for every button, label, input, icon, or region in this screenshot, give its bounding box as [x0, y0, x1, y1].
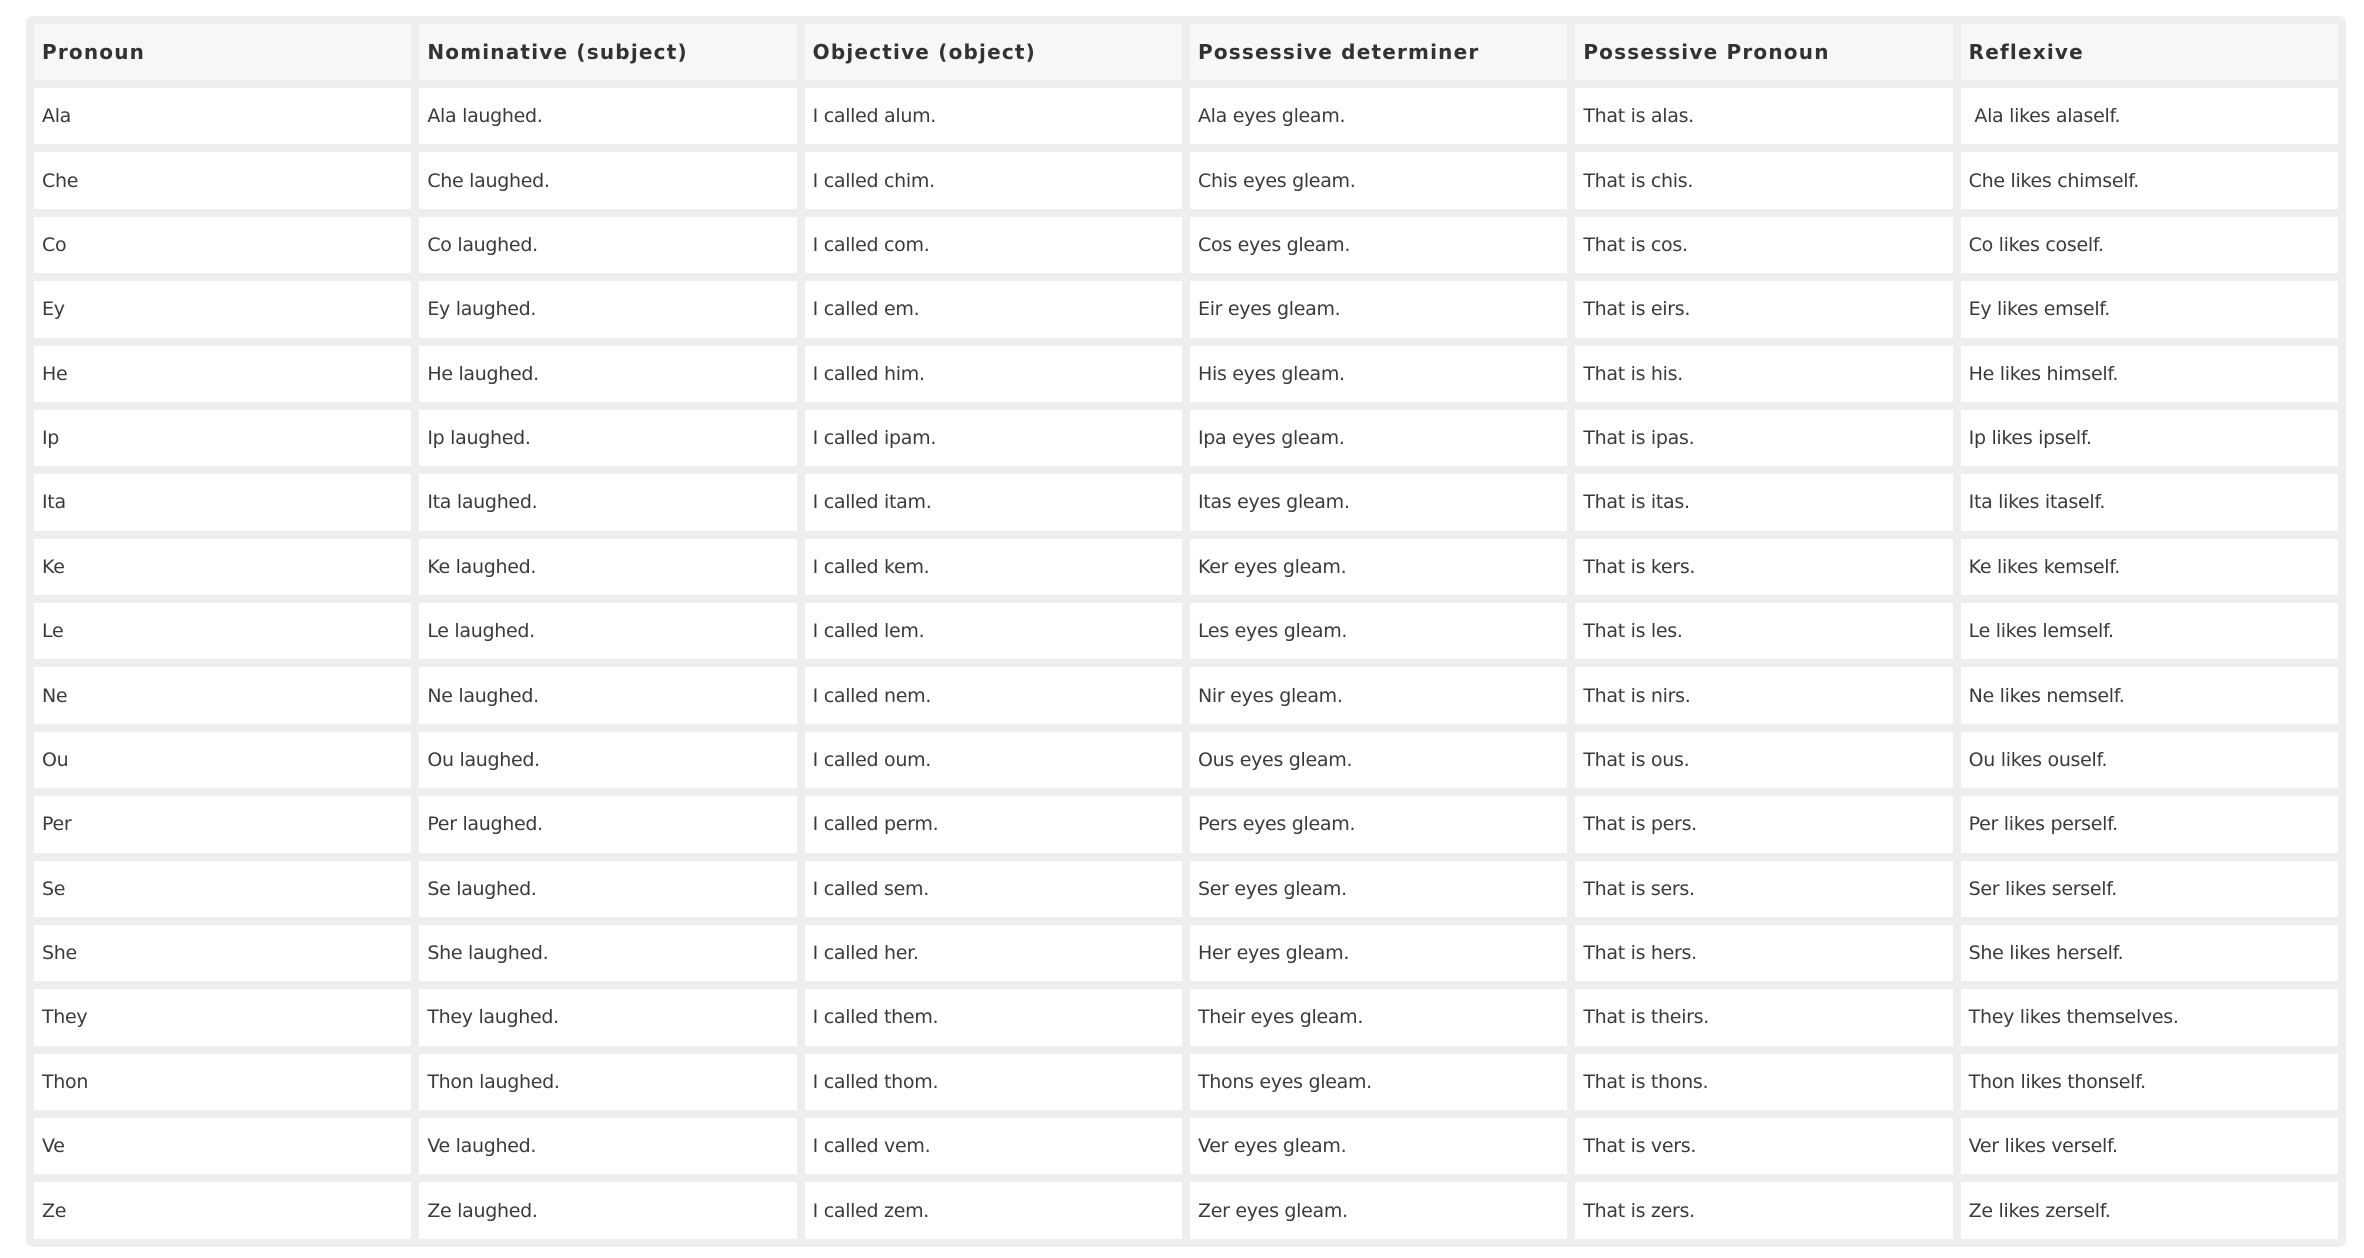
table-row	[34, 410, 2338, 466]
cell-possessive-pronoun: That is his.	[1575, 346, 1952, 402]
cell-pronoun: Ita	[34, 474, 411, 530]
cell-objective: I called vem.	[805, 1118, 1182, 1174]
cell-pronoun: She	[34, 925, 411, 981]
cell-objective: I called zem.	[805, 1182, 1182, 1239]
cell-pronoun: Ke	[34, 539, 411, 595]
cell-objective: I called itam.	[805, 474, 1182, 530]
cell-nominative: He laughed.	[419, 346, 796, 402]
cell-possessive-determiner: Zer eyes gleam.	[1190, 1182, 1567, 1239]
cell-possessive-determiner: His eyes gleam.	[1190, 346, 1567, 402]
cell-possessive-pronoun: That is eirs.	[1575, 281, 1952, 337]
cell-nominative: Ke laughed.	[419, 539, 796, 595]
table-row	[34, 1054, 2338, 1110]
cell-possessive-determiner: Eir eyes gleam.	[1190, 281, 1567, 337]
cell-possessive-determiner: Pers eyes gleam.	[1190, 796, 1567, 852]
cell-possessive-determiner: Thons eyes gleam.	[1190, 1054, 1567, 1110]
cell-pronoun: Le	[34, 603, 411, 659]
table-row	[34, 474, 2338, 530]
table-row	[34, 925, 2338, 981]
cell-reflexive: Ip likes ipself.	[1961, 410, 2338, 466]
cell-objective: I called ipam.	[805, 410, 1182, 466]
cell-pronoun: They	[34, 989, 411, 1045]
cell-reflexive: Ala likes alaself.	[1961, 88, 2338, 144]
table-row	[34, 1182, 2338, 1239]
cell-possessive-determiner: Itas eyes gleam.	[1190, 474, 1567, 530]
cell-reflexive: Thon likes thonself.	[1961, 1054, 2338, 1110]
cell-reflexive: She likes herself.	[1961, 925, 2338, 981]
cell-possessive-pronoun: That is hers.	[1575, 925, 1952, 981]
cell-reflexive: Per likes perself.	[1961, 796, 2338, 852]
cell-pronoun: Per	[34, 796, 411, 852]
cell-nominative: They laughed.	[419, 989, 796, 1045]
cell-objective: I called sem.	[805, 861, 1182, 917]
cell-possessive-pronoun: That is cos.	[1575, 217, 1952, 273]
cell-pronoun: Che	[34, 152, 411, 208]
cell-nominative: Co laughed.	[419, 217, 796, 273]
cell-pronoun: Se	[34, 861, 411, 917]
cell-possessive-pronoun: That is itas.	[1575, 474, 1952, 530]
table-row	[34, 217, 2338, 273]
table-row	[34, 1118, 2338, 1174]
cell-possessive-determiner: Ver eyes gleam.	[1190, 1118, 1567, 1174]
cell-reflexive: Ey likes emself.	[1961, 281, 2338, 337]
column-header-nominative: Nominative (subject)	[419, 24, 796, 80]
cell-possessive-pronoun: That is thons.	[1575, 1054, 1952, 1110]
cell-possessive-determiner: Ipa eyes gleam.	[1190, 410, 1567, 466]
cell-reflexive: Ser likes serself.	[1961, 861, 2338, 917]
cell-possessive-pronoun: That is kers.	[1575, 539, 1952, 595]
table-header-row	[34, 24, 2338, 80]
cell-reflexive: Ita likes itaself.	[1961, 474, 2338, 530]
cell-possessive-determiner: Les eyes gleam.	[1190, 603, 1567, 659]
cell-possessive-pronoun: That is pers.	[1575, 796, 1952, 852]
cell-objective: I called lem.	[805, 603, 1182, 659]
cell-nominative: Se laughed.	[419, 861, 796, 917]
cell-nominative: Ip laughed.	[419, 410, 796, 466]
cell-pronoun: Ze	[34, 1182, 411, 1239]
table-row	[34, 88, 2338, 144]
cell-possessive-determiner: Ker eyes gleam.	[1190, 539, 1567, 595]
column-header-objective: Objective (object)	[805, 24, 1182, 80]
cell-nominative: Thon laughed.	[419, 1054, 796, 1110]
cell-objective: I called them.	[805, 989, 1182, 1045]
cell-possessive-pronoun: That is theirs.	[1575, 989, 1952, 1045]
cell-objective: I called em.	[805, 281, 1182, 337]
cell-possessive-pronoun: That is ipas.	[1575, 410, 1952, 466]
cell-objective: I called chim.	[805, 152, 1182, 208]
cell-objective: I called alum.	[805, 88, 1182, 144]
cell-objective: I called perm.	[805, 796, 1182, 852]
table-row	[34, 152, 2338, 208]
cell-nominative: Ne laughed.	[419, 667, 796, 723]
cell-nominative: Che laughed.	[419, 152, 796, 208]
cell-reflexive: Ver likes verself.	[1961, 1118, 2338, 1174]
cell-reflexive: Che likes chimself.	[1961, 152, 2338, 208]
cell-nominative: Le laughed.	[419, 603, 796, 659]
cell-nominative: Ou laughed.	[419, 732, 796, 788]
cell-pronoun: Ala	[34, 88, 411, 144]
cell-possessive-pronoun: That is les.	[1575, 603, 1952, 659]
cell-possessive-pronoun: That is sers.	[1575, 861, 1952, 917]
table-row	[34, 603, 2338, 659]
cell-nominative: She laughed.	[419, 925, 796, 981]
table-row	[34, 539, 2338, 595]
table-row	[34, 667, 2338, 723]
column-header-pronoun: Pronoun	[34, 24, 411, 80]
cell-reflexive: They likes themselves.	[1961, 989, 2338, 1045]
cell-nominative: Ala laughed.	[419, 88, 796, 144]
table-body	[34, 88, 2338, 1239]
cell-possessive-determiner: Ous eyes gleam.	[1190, 732, 1567, 788]
cell-objective: I called kem.	[805, 539, 1182, 595]
cell-pronoun: He	[34, 346, 411, 402]
cell-objective: I called nem.	[805, 667, 1182, 723]
cell-possessive-determiner: Chis eyes gleam.	[1190, 152, 1567, 208]
pronoun-table-container	[26, 16, 2346, 1247]
table-row	[34, 281, 2338, 337]
cell-objective: I called him.	[805, 346, 1182, 402]
cell-nominative: Per laughed.	[419, 796, 796, 852]
cell-objective: I called oum.	[805, 732, 1182, 788]
cell-pronoun: Ne	[34, 667, 411, 723]
cell-possessive-determiner: Ala eyes gleam.	[1190, 88, 1567, 144]
table-row	[34, 732, 2338, 788]
cell-pronoun: Co	[34, 217, 411, 273]
cell-possessive-pronoun: That is vers.	[1575, 1118, 1952, 1174]
cell-possessive-determiner: Nir eyes gleam.	[1190, 667, 1567, 723]
cell-possessive-pronoun: That is alas.	[1575, 88, 1952, 144]
cell-nominative: Ve laughed.	[419, 1118, 796, 1174]
table-row	[34, 796, 2338, 852]
cell-nominative: Ita laughed.	[419, 474, 796, 530]
cell-pronoun: Thon	[34, 1054, 411, 1110]
cell-reflexive: He likes himself.	[1961, 346, 2338, 402]
cell-reflexive: Ke likes kemself.	[1961, 539, 2338, 595]
cell-reflexive: Le likes lemself.	[1961, 603, 2338, 659]
cell-possessive-determiner: Ser eyes gleam.	[1190, 861, 1567, 917]
cell-possessive-pronoun: That is chis.	[1575, 152, 1952, 208]
cell-reflexive: Ou likes ouself.	[1961, 732, 2338, 788]
table-row	[34, 989, 2338, 1045]
cell-objective: I called thom.	[805, 1054, 1182, 1110]
cell-pronoun: Ip	[34, 410, 411, 466]
cell-reflexive: Ne likes nemself.	[1961, 667, 2338, 723]
column-header-possessive-pronoun: Possessive Pronoun	[1575, 24, 1952, 80]
column-header-possessive-determiner: Possessive determiner	[1190, 24, 1567, 80]
column-header-reflexive: Reflexive	[1961, 24, 2338, 80]
cell-reflexive: Ze likes zerself.	[1961, 1182, 2338, 1239]
pronoun-table	[26, 16, 2346, 1247]
cell-possessive-determiner: Their eyes gleam.	[1190, 989, 1567, 1045]
cell-nominative: Ze laughed.	[419, 1182, 796, 1239]
cell-pronoun: Ou	[34, 732, 411, 788]
cell-reflexive: Co likes coself.	[1961, 217, 2338, 273]
cell-pronoun: Ve	[34, 1118, 411, 1174]
cell-possessive-pronoun: That is nirs.	[1575, 667, 1952, 723]
table-row	[34, 346, 2338, 402]
cell-possessive-pronoun: That is ous.	[1575, 732, 1952, 788]
cell-possessive-pronoun: That is zers.	[1575, 1182, 1952, 1239]
cell-objective: I called her.	[805, 925, 1182, 981]
table-row	[34, 861, 2338, 917]
cell-possessive-determiner: Her eyes gleam.	[1190, 925, 1567, 981]
cell-pronoun: Ey	[34, 281, 411, 337]
cell-possessive-determiner: Cos eyes gleam.	[1190, 217, 1567, 273]
cell-nominative: Ey laughed.	[419, 281, 796, 337]
cell-objective: I called com.	[805, 217, 1182, 273]
